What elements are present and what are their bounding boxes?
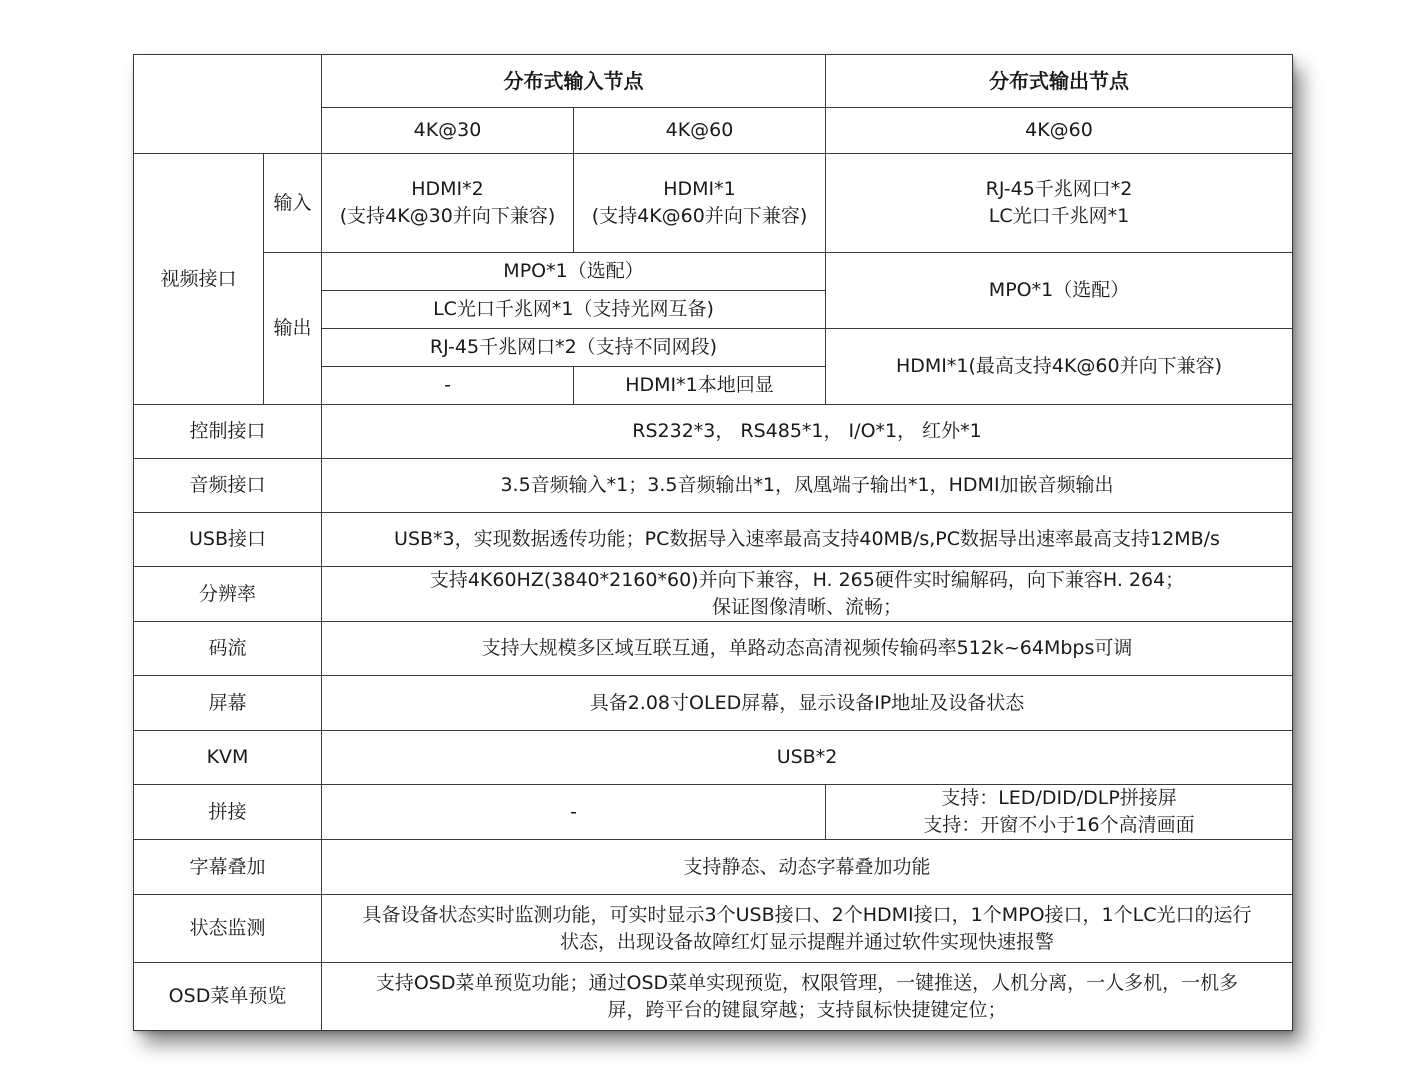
kvm-row xyxy=(134,731,1293,785)
video-input-4k30 xyxy=(322,154,574,253)
resolution-label: 分辨率 xyxy=(134,567,322,622)
header-row-1 xyxy=(134,55,1293,108)
control-label: 控制接口 xyxy=(134,405,322,459)
monitor-value-line2: 状态，出现设备故障红灯显示提醒并通过软件实现快速报警 xyxy=(559,930,1054,953)
spec-sheet xyxy=(133,54,1292,1030)
video-input-4k60 xyxy=(574,154,826,253)
usb-value: USB*3，实现数据透传功能；PC数据导入速率最高支持40MB/s,PC数据导出速率最高支持12MB/s xyxy=(322,513,1293,567)
splice-output-line2: 支持：开窗不小于16个高清画面 xyxy=(923,814,1195,836)
video-output-rj45: RJ-45千兆网口*2（支持不同网段) xyxy=(322,329,826,367)
monitor-row xyxy=(134,895,1293,963)
spec-table xyxy=(133,54,1293,1031)
input-4k30-header: 4K@30 xyxy=(322,108,574,154)
screen-value: 具备2.08寸OLED屏幕，显示设备IP地址及设备状态 xyxy=(322,676,1293,731)
video-input-4k30-line2: (支持4K@30并向下兼容) xyxy=(339,205,556,227)
subtitle-row xyxy=(134,840,1293,895)
video-outnode-hdmi: HDMI*1(最高支持4K@60并向下兼容) xyxy=(826,329,1293,405)
screen-label: 屏幕 xyxy=(134,676,322,731)
osd-value-line2: 屏，跨平台的键鼠穿越；支持鼠标快捷键定位； xyxy=(607,998,1007,1021)
control-row xyxy=(134,405,1293,459)
corner-cell xyxy=(134,55,322,154)
video-input-label: 输入 xyxy=(264,154,322,253)
resolution-value xyxy=(322,567,1293,622)
osd-row xyxy=(134,963,1293,1031)
osd-value xyxy=(322,963,1293,1031)
input-node-header: 分布式输入节点 xyxy=(322,55,826,108)
video-input-4k60-line2: (支持4K@60并向下兼容) xyxy=(591,205,808,227)
monitor-value xyxy=(322,895,1293,963)
bitrate-value: 支持大规模多区域互联互通，单路动态高清视频传输码率512k~64Mbps可调 xyxy=(322,622,1293,676)
video-output-hdmi-loop: HDMI*1本地回显 xyxy=(574,367,826,405)
output-node-header: 分布式输出节点 xyxy=(826,55,1293,108)
splice-output-value xyxy=(826,785,1293,840)
resolution-row xyxy=(134,567,1293,622)
bitrate-label: 码流 xyxy=(134,622,322,676)
video-input-outnode xyxy=(826,154,1293,253)
audio-value: 3.5音频输入*1；3.5音频输出*1，凤凰端子输出*1，HDMI加嵌音频输出 xyxy=(322,459,1293,513)
splice-input-value: - xyxy=(322,785,826,840)
kvm-label: KVM xyxy=(134,731,322,785)
resolution-value-line1: 支持4K60HZ(3840*2160*60)并向下兼容，H. 265硬件实时编解码，向下兼容H. 264； xyxy=(429,569,1185,591)
video-outnode-mpo: MPO*1（选配） xyxy=(826,253,1293,329)
monitor-value-line1: 具备设备状态实时监测功能，可实时显示3个USB接口、2个HDMI接口，1个MPO接口，1个LC光口的运行 xyxy=(362,903,1252,926)
screen-row xyxy=(134,676,1293,731)
video-output-mpo: MPO*1（选配） xyxy=(322,253,826,291)
video-interface-label: 视频接口 xyxy=(134,154,264,405)
audio-label: 音频接口 xyxy=(134,459,322,513)
output-4k60-header: 4K@60 xyxy=(826,108,1293,154)
splice-row xyxy=(134,785,1293,840)
subtitle-label: 字幕叠加 xyxy=(134,840,322,895)
input-4k60-header: 4K@60 xyxy=(574,108,826,154)
splice-label: 拼接 xyxy=(134,785,322,840)
video-input-4k30-line1: HDMI*2 xyxy=(411,178,484,200)
control-value: RS232*3， RS485*1， I/O*1， 红外*1 xyxy=(322,405,1293,459)
usb-row xyxy=(134,513,1293,567)
video-output-dash: - xyxy=(322,367,574,405)
video-output-label: 输出 xyxy=(264,253,322,405)
splice-output-line1: 支持：LED/DID/DLP拼接屏 xyxy=(941,787,1177,809)
audio-row xyxy=(134,459,1293,513)
osd-value-line1: 支持OSD菜单预览功能；通过OSD菜单实现预览，权限管理，一键推送，人机分离，一人多机，一机多 xyxy=(375,971,1239,994)
resolution-value-line2: 保证图像清晰、流畅； xyxy=(711,596,902,618)
usb-label: USB接口 xyxy=(134,513,322,567)
monitor-label: 状态监测 xyxy=(134,895,322,963)
video-input-outnode-line1: RJ-45千兆网口*2 xyxy=(985,178,1133,200)
subtitle-value: 支持静态、动态字幕叠加功能 xyxy=(322,840,1293,895)
video-input-4k60-line1: HDMI*1 xyxy=(663,178,736,200)
bitrate-row xyxy=(134,622,1293,676)
video-output-row-1 xyxy=(134,253,1293,291)
video-input-row xyxy=(134,154,1293,253)
video-input-outnode-line2: LC光口千兆网*1 xyxy=(988,205,1130,227)
kvm-value: USB*2 xyxy=(322,731,1293,785)
osd-label: OSD菜单预览 xyxy=(134,963,322,1031)
video-output-lc: LC光口千兆网*1（支持光网互备) xyxy=(322,291,826,329)
